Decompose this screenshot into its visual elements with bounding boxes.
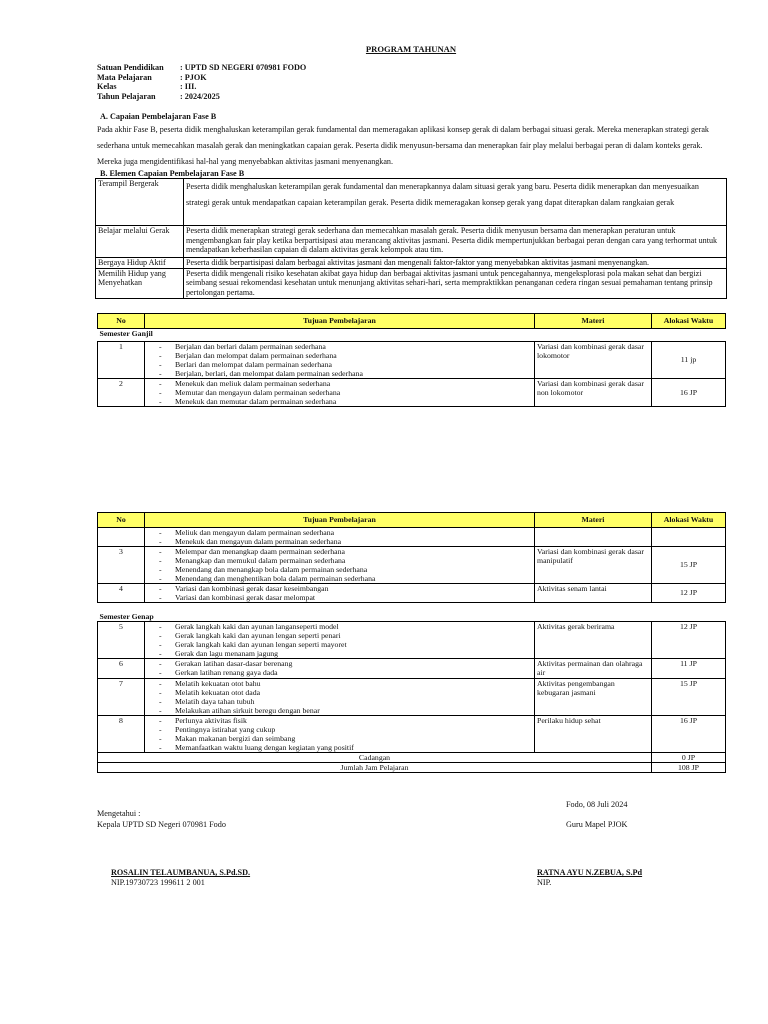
- list-item: - Gerakan latihan dasar-dasar berenang: [159, 659, 532, 668]
- table-row: [98, 342, 726, 379]
- table-row: [98, 715, 726, 752]
- total-value: 108 JP: [652, 763, 726, 773]
- list-item: - Berjalan dan berlari dalam permainan sederhana: [159, 342, 532, 351]
- row-no: 8: [98, 715, 145, 752]
- headmaster-name: ROSALIN TELAUMBANUA, S.Pd.SD.: [111, 868, 251, 877]
- row-alokasi: 11 JP: [652, 659, 726, 679]
- list-item: - Melakukan atihan sirkuit beregu dengan benar: [159, 706, 532, 715]
- identity-block: [97, 63, 306, 101]
- elemen-table: [95, 178, 727, 299]
- list-item: - Melatih kekuatan otot dada: [159, 688, 532, 697]
- elemen-name: Belajar melalui Gerak: [96, 226, 184, 258]
- elemen-desc: Peserta didik berpartisipasi dalam berbagai aktivitas jasmani dan mengenali faktor-faktor yang menyebabkan aktivitas jasmani menyenangkan.: [184, 258, 727, 269]
- list-item: - Berjalan, berlari, dan melompat dalam permainan sederhana: [159, 369, 532, 378]
- prota-table-2: [97, 512, 726, 773]
- header-materi: Materi: [535, 314, 652, 329]
- list-item: - Gerak langkah kaki dan ayunan langanseperti model: [159, 622, 532, 631]
- semester-label: Semester Genap: [98, 603, 726, 622]
- row-alokasi: 12 JP: [652, 584, 726, 603]
- section-b-heading: B. Elemen Capaian Pembelajaran Fase B: [100, 169, 245, 178]
- row-no: 7: [98, 678, 145, 715]
- list-item: - Meliuk dan mengayun dalam permainan sederhana: [159, 528, 532, 537]
- row-tujuan: [145, 678, 535, 715]
- list-item: - Menendang dan menghentikan bola dalam permainan sederhana: [159, 574, 532, 583]
- elemen-desc: Peserta didik mengenali risiko kesehatan akibat gaya hidup dan berbagai aktivitas jasmani untuk pencegahannya, mengeksplorasi pola makan sehat dan bergizi seimbang sesuai rekomendasi kesehatan untuk menunjang aktivitas sehari-hari, serta mempraktikkan penanganan cedera ringan sesuai pemahaman tentang prinsip pertolongan pertama.: [184, 268, 727, 298]
- row-tujuan: [145, 547, 535, 584]
- row-alokasi: 15 JP: [652, 678, 726, 715]
- identity-key: Tahun Pelajaran: [97, 91, 156, 101]
- elemen-desc: Peserta didik menghaluskan keterampilan gerak fundamental dan menerapkannya dalam situasi gerak yang baru. Peserta didik menerapkan dan menyesuaikan strategi gerak untuk mendapatkan capaian keterampilan gerak. Peserta didik memeragakan konsep gerak yang dapat diterapkan dalam rangkaian gerak: [184, 179, 727, 226]
- row-tujuan: [145, 622, 535, 659]
- cadangan-value: 0 JP: [652, 752, 726, 762]
- table-row: [98, 528, 726, 547]
- list-item: - Berjalan dan melompat dalam permainan sederhana: [159, 351, 532, 360]
- row-alokasi: 16 JP: [652, 379, 726, 407]
- teacher-name: RATNA AYU N.ZEBUA, S.Pd: [537, 868, 643, 877]
- list-item: - Berlari dan melompat dalam permainan sederhana: [159, 360, 532, 369]
- section-a-paragraph: Pada akhir Fase B, peserta didik menghaluskan keterampilan gerak fundamental dan memeragakan aplikasi konsep gerak di dalam berbagai situasi gerak. Mereka menerapkan strategi gerak sederhana untuk memecahkan masalah gerak dan meningkatkan capaian gerak. Peserta didik menyusun-bersama dan menerapkan fair play melalui berbagai peran di dalam konteks gerak. Mereka juga mengidentifikasi hal-hal yang menyebabkan aktivitas jasmani menyenangkan.: [97, 125, 709, 166]
- identity-value: : PJOK: [180, 72, 207, 82]
- table-row: [96, 226, 727, 258]
- list-item: - Makan makanan bergizi dan seimbang: [159, 734, 532, 743]
- table-row: [98, 547, 726, 584]
- identity-key: Mata Pelajaran: [97, 72, 152, 82]
- headmaster-title: Kepala UPTD SD Negeri 070981 Fodo: [97, 820, 226, 829]
- list-item: - Memutar dan mengayun dalam permainan sederhana: [159, 388, 532, 397]
- headmaster-nip: NIP.19730723 199611 2 001: [111, 878, 205, 887]
- row-materi: Aktivitas permainan dan olahraga air: [535, 659, 652, 679]
- header-tujuan: Tujuan Pembelajaran: [145, 314, 535, 329]
- header-alokasi: Alokasi Waktu: [652, 314, 726, 329]
- row-alokasi: 12 JP: [652, 622, 726, 659]
- teacher-nip: NIP.: [537, 878, 552, 887]
- semester-label: Semester Ganjil: [98, 329, 726, 342]
- table-row: [96, 179, 727, 226]
- place-date: Fodo, 08 Juli 2024: [566, 800, 628, 809]
- table-row: [96, 268, 727, 298]
- row-materi: Aktivitas pengembangan kebugaran jasmani: [535, 678, 652, 715]
- list-item: - Gerkan latihan renang gaya dada: [159, 668, 532, 677]
- page-title: PROGRAM TAHUNAN: [365, 44, 457, 54]
- row-alokasi: 11 jp: [652, 342, 726, 379]
- table-row: [98, 584, 726, 603]
- row-no: 6: [98, 659, 145, 679]
- header-no: No: [98, 513, 145, 528]
- teacher-title: Guru Mapel PJOK: [566, 820, 628, 829]
- total-row: [98, 763, 726, 773]
- semester-row: [98, 329, 726, 342]
- cadangan-row: [98, 752, 726, 762]
- header-materi: Materi: [535, 513, 652, 528]
- list-item: - Menekuk dan meliuk dalam permainan sederhana: [159, 379, 532, 388]
- row-materi: Variasi dan kombinasi gerak dasar manipulatif: [535, 547, 652, 584]
- cadangan-label: Cadangan: [98, 752, 652, 762]
- table-row: [98, 678, 726, 715]
- list-item: - Perlunya aktivitas fisik: [159, 716, 532, 725]
- header-alokasi: Alokasi Waktu: [652, 513, 726, 528]
- header-no: No: [98, 314, 145, 329]
- list-item: - Menekuk dan mengayun dalam permainan sederhana: [159, 537, 532, 546]
- table-row: [96, 258, 727, 269]
- table-header-row: [98, 513, 726, 528]
- list-item: - Melempar dan menangkap daam permainan sederhana: [159, 547, 532, 556]
- table-row: [98, 622, 726, 659]
- list-item: - Melatih kekuatan otot bahu: [159, 679, 532, 688]
- identity-key: Kelas: [97, 82, 117, 92]
- header-tujuan: Tujuan Pembelajaran: [145, 513, 535, 528]
- list-item: - Gerak langkah kaki dan ayunan lengan seperti penari: [159, 631, 532, 640]
- mengetahui-label: Mengetahui :: [97, 809, 141, 818]
- table-row: [98, 659, 726, 679]
- row-alokasi: 15 JP: [652, 547, 726, 584]
- elemen-name: Terampil Bergerak: [96, 179, 184, 226]
- elemen-name: Memilih Hidup yang Menyehatkan: [96, 268, 184, 298]
- row-no: 2: [98, 379, 145, 407]
- list-item: - Pentingnya istirahat yang cukup: [159, 725, 532, 734]
- list-item: - Memanfaatkan waktu luang dengan kegiatan yang positif: [159, 743, 532, 752]
- list-item: - Menekuk dan memutar dalam permainan sederhana: [159, 397, 532, 406]
- list-item: - Melatih daya tahan tubuh: [159, 697, 532, 706]
- row-materi: Perilaku hidup sehat: [535, 715, 652, 752]
- row-tujuan: [145, 584, 535, 603]
- elemen-name: Bergaya Hidup Aktif: [96, 258, 184, 269]
- list-item: - Variasi dan kombinasi gerak dasar melompat: [159, 593, 532, 602]
- list-item: - Variasi dan kombinasi gerak dasar keseimbangan: [159, 584, 532, 593]
- row-no: 3: [98, 547, 145, 584]
- list-item: - Gerak langkah kaki dan ayunan lengan seperti mayoret: [159, 640, 532, 649]
- section-a-heading: A. Capaian Pembelajaran Fase B: [100, 112, 217, 121]
- identity-value: : 2024/2025: [180, 91, 220, 101]
- row-tujuan: [145, 342, 535, 379]
- row-materi: Aktivitas gerak berirama: [535, 622, 652, 659]
- elemen-desc: Peserta didik menerapkan strategi gerak sederhana dan memecahkan masalah gerak. Peserta didik menyusun bersama dan menerapkan peraturan untuk mengembangkan fair play ketika berpartisipasi atau merancang aktivitas jasmani. Peserta didik mempertunjukkan berbagai peran dengan cara yang terhormat untuk mendapatkan keberhasilan capaian di dalam aktivitas gerak kelompok atau tim.: [184, 226, 727, 258]
- row-tujuan: [145, 659, 535, 679]
- row-alokasi: 16 JP: [652, 715, 726, 752]
- semester-row: [98, 603, 726, 622]
- list-item: - Menendang dan menangkap bola dalam permainan sederhana: [159, 565, 532, 574]
- identity-key: Satuan Pendidikan: [97, 63, 164, 72]
- list-item: - Menangkap dan memukul dalam permainan sederhana: [159, 556, 532, 565]
- identity-value: : III.: [180, 82, 197, 92]
- row-materi: Variasi dan kombinasi gerak dasar lokomotor: [535, 342, 652, 379]
- row-tujuan: [145, 379, 535, 407]
- row-materi: Variasi dan kombinasi gerak dasar non lokomotor: [535, 379, 652, 407]
- identity-value: : UPTD SD NEGERI 070981 FODO: [180, 63, 307, 72]
- row-no: 5: [98, 622, 145, 659]
- total-label: Jumlah Jam Pelajaran: [98, 763, 652, 773]
- row-no: 1: [98, 342, 145, 379]
- row-tujuan: [145, 715, 535, 752]
- prota-table-1: [97, 313, 726, 407]
- table-header-row: [98, 314, 726, 329]
- row-materi: Aktivitas senam lantai: [535, 584, 652, 603]
- table-row: [98, 379, 726, 407]
- row-no: 4: [98, 584, 145, 603]
- row-tujuan: [145, 528, 535, 547]
- list-item: - Gerak dan lagu menanam jagung: [159, 649, 532, 658]
